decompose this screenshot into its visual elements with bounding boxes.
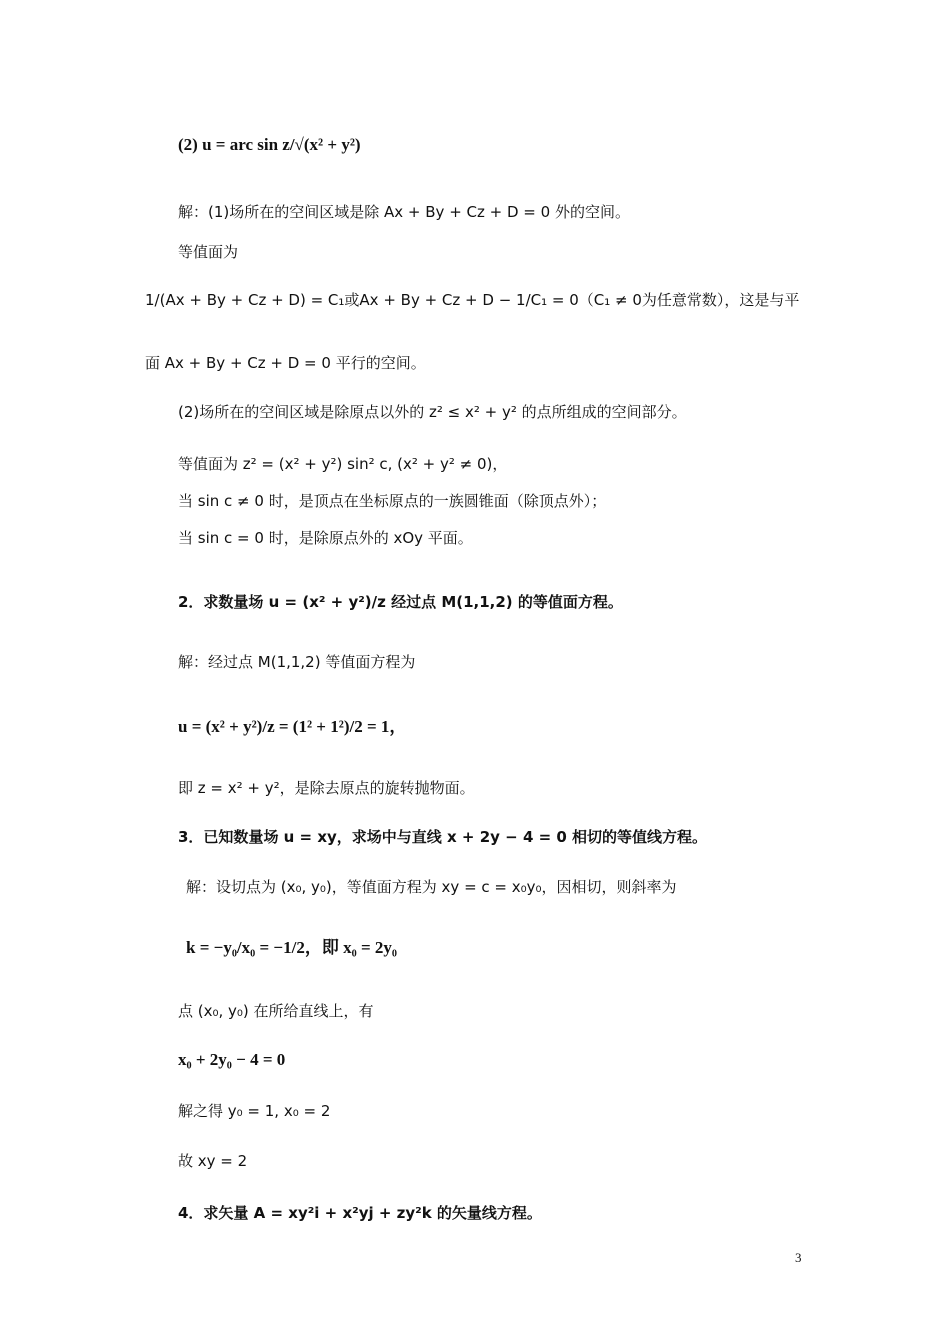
text-line <box>178 1050 285 1070</box>
line-2: 等值面为 <box>178 243 239 261</box>
line-8: 当 sin c = 0 时，是除原点外的 xOy 平面。 <box>178 529 473 547</box>
text-line <box>178 652 415 672</box>
question-heading <box>178 1203 542 1223</box>
line-5: (2)场所在的空间区域是除原点以外的 z² ≤ x² + y² 的点所组成的空间部分。 <box>178 403 687 421</box>
line-4: 面 Ax + By + Cz + D = 0 平行的空间。 <box>145 354 426 372</box>
line-14: 解：设切点为 (x₀, y₀)，等值面方程为 xy = c = x₀y₀，因相切，则斜率为 <box>186 878 677 896</box>
text-line <box>178 202 630 222</box>
line-12: 即 z = x² + y²，是除去原点的旋转抛物面。 <box>178 779 475 797</box>
line-19: 故 xy = 2 <box>178 1152 248 1170</box>
line-13: 3．已知数量场 u = xy，求场中与直线 x + 2y − 4 = 0 相切的等值线方程。 <box>178 828 708 846</box>
text-line <box>178 242 238 262</box>
text-line <box>186 877 677 897</box>
text-line <box>178 454 507 474</box>
line-15: k = −y₀/x₀ = −1/2，即 x₀ = 2y₀ <box>186 938 397 957</box>
text-line <box>178 778 475 798</box>
line-7: 当 sin c ≠ 0 时，是顶点在坐标原点的一族圆锥面（除顶点外）； <box>178 492 607 510</box>
text-line <box>186 938 397 958</box>
text-line <box>178 717 406 737</box>
text-line <box>178 402 687 422</box>
text-line <box>178 135 361 155</box>
page-number: 3 <box>795 1250 802 1265</box>
line-16: 点 (x₀, y₀) 在所给直线上，有 <box>178 1002 374 1020</box>
question-heading <box>178 827 707 847</box>
text-line <box>145 290 799 310</box>
text-line <box>145 353 426 373</box>
text-line <box>178 1001 374 1021</box>
line-20: 4．求矢量 A = xy²i + x²yj + zy²k 的矢量线方程。 <box>178 1204 542 1222</box>
text-line <box>178 491 606 511</box>
text-line <box>178 528 473 548</box>
line-10: 解：经过点 M(1,1,2) 等值面方程为 <box>178 653 416 671</box>
line-3: 1/(Ax + By + Cz + D) = C₁或Ax + By + Cz + D − 1/C₁ = 0（C₁ ≠ 0为任意常数），这是与平 <box>145 291 800 309</box>
question-heading <box>178 592 623 612</box>
line-17: x₀ + 2y₀ − 4 = 0 <box>178 1050 286 1069</box>
text-line <box>178 1151 247 1171</box>
line-0: (2) u = arc sin z/√(x² + y²) <box>178 135 361 154</box>
text-line <box>178 1101 330 1121</box>
line-18: 解之得 y₀ = 1, x₀ = 2 <box>178 1102 331 1120</box>
line-9: 2．求数量场 u = (x² + y²)/z 经过点 M(1,1,2) 的等值面方程。 <box>178 593 623 611</box>
line-1: 解：(1)场所在的空间区域是除 Ax + By + Cz + D = 0 外的空间。 <box>178 203 630 221</box>
line-6: 等值面为 z² = (x² + y²) sin² c, (x² + y² ≠ 0)， <box>178 455 508 473</box>
line-11: u = (x² + y²)/z = (1² + 1²)/2 = 1， <box>178 717 407 736</box>
